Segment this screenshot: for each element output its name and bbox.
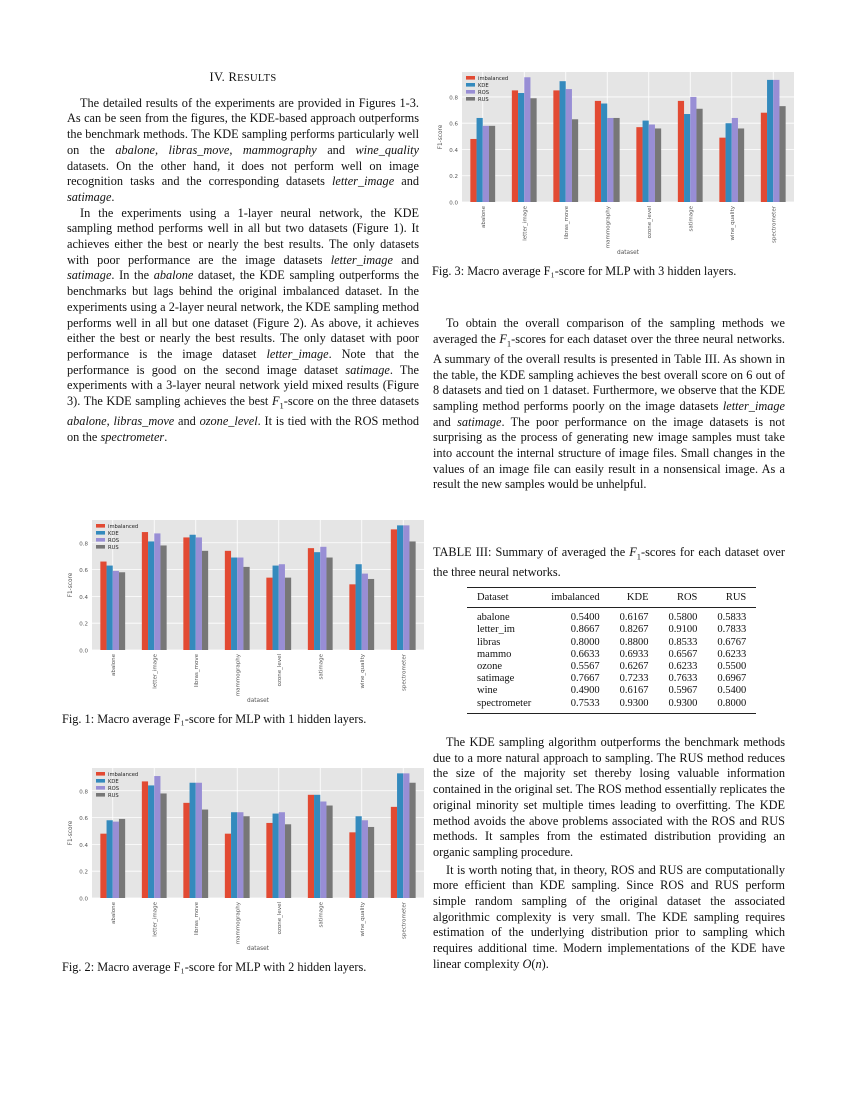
bar-rus-spectrometer [779, 106, 785, 202]
y-axis-label: F1-score [438, 124, 444, 150]
score-cell: 0.6633 [570, 648, 600, 660]
bar-rus-letter_image [160, 793, 166, 898]
y-tick-label: 0.0 [449, 200, 458, 207]
bar-kde-mammography [601, 104, 607, 202]
bar-rus-ozone_level [285, 578, 291, 650]
dataset-cell: abalone [477, 612, 510, 624]
score-cell: 0.6167 [619, 685, 649, 697]
y-axis-label: F1-score [68, 572, 74, 598]
chart-fig3 [432, 68, 802, 258]
bar-kde-letter_image [148, 541, 154, 650]
score-cell: 0.5400 [717, 685, 747, 697]
bar-imbalanced-letter_image [512, 90, 518, 202]
bar-ros-libras_move [196, 537, 202, 650]
legend-swatch-imbalanced [96, 772, 105, 776]
score-cell: 0.5800 [668, 612, 698, 624]
bar-kde-libras_move [190, 535, 196, 650]
bar-imbalanced-abalone [470, 139, 476, 202]
bar-ros-ozone_level [279, 564, 285, 650]
bar-imbalanced-satimage [678, 101, 684, 202]
figure-2 [62, 764, 432, 976]
bar-rus-spectrometer [409, 783, 415, 898]
bar-rus-mammography [613, 118, 619, 202]
table-row [467, 637, 756, 649]
figure-3 [432, 68, 802, 280]
bar-rus-abalone [119, 819, 125, 898]
results-table [467, 587, 756, 714]
x-tick-label: abalone [110, 654, 117, 676]
legend-label: KDE [108, 530, 119, 537]
legend-label: imbalanced [108, 523, 139, 530]
table-header-row [467, 588, 756, 608]
x-tick-label: spectrometer [401, 654, 408, 691]
x-tick-label: abalone [110, 902, 117, 924]
bar-rus-wine_quality [368, 827, 374, 898]
bar-kde-libras_move [560, 81, 566, 202]
bar-rus-mammography [243, 567, 249, 650]
bar-rus-libras_move [202, 810, 208, 898]
paragraph: To obtain the overall comparison of the sampling methods we averaged the $F_1$-scores for each dataset over the three neural networks. A summary of the overall results is presented in Table III. As shown in the table, the KDE sampling achieves the best overall score on 6 out of 8 datasets and tied on 1 dataset. Furthermore, we observe that the KDE sampling method performs poorly on the image datasets letter_image and satimage. The poor performance on the image datasets is not surprising as the process of generating new image samples must take into account the internal structure of image files. Small changes in the values of an image file can easily result in a nonsensical image. As a result the new samples would be unhelpful. [433, 316, 786, 492]
x-tick-label: libras_move [193, 654, 200, 688]
y-tick-label: 0.2 [79, 869, 88, 876]
y-tick-label: 0.0 [79, 648, 88, 655]
figure-2-caption: Fig. 2: Macro average F₁-score for MLP with 2 hidden layers. [62, 960, 367, 974]
table-row [467, 698, 756, 714]
x-tick-label: satimage [318, 902, 325, 928]
x-tick-label: mammography [235, 654, 242, 697]
bar-ros-satimage [690, 97, 696, 202]
score-cell: 0.7533 [570, 697, 600, 709]
column-header: Dataset [467, 588, 541, 608]
bar-kde-wine_quality [726, 123, 732, 202]
bar-imbalanced-spectrometer [761, 113, 767, 202]
bar-ros-ozone_level [279, 812, 285, 898]
bar-imbalanced-mammography [595, 101, 601, 202]
x-tick-label: ozone_level [646, 206, 653, 239]
bar-ros-abalone [113, 571, 119, 650]
score-cell: 0.7667 [570, 673, 600, 685]
bar-imbalanced-ozone_level [636, 127, 642, 202]
bar-rus-satimage [326, 806, 332, 898]
y-axis-label: F1-score [68, 820, 74, 846]
bar-imbalanced-libras_move [183, 537, 189, 650]
legend-swatch-imbalanced [96, 524, 105, 528]
bar-imbalanced-wine_quality [719, 138, 725, 202]
legend-label: ROS [108, 537, 119, 544]
bar-kde-ozone_level [273, 566, 279, 650]
column-header: RUS [707, 588, 756, 608]
bar-kde-wine_quality [356, 816, 362, 898]
score-cell: 0.7833 [717, 624, 747, 636]
legend-label: RUS [108, 544, 119, 551]
bar-rus-wine_quality [368, 579, 374, 650]
legend-swatch-ros [96, 786, 105, 790]
bar-ros-libras_move [566, 89, 572, 202]
y-tick-label: 0.4 [449, 147, 458, 154]
legend-swatch-rus [96, 793, 105, 797]
bar-ros-spectrometer [403, 773, 409, 898]
dataset-cell: satimage [477, 673, 515, 685]
x-tick-label: mammography [605, 206, 612, 249]
bar-imbalanced-ozone_level [266, 578, 272, 650]
bar-ros-wine_quality [362, 820, 368, 898]
score-cell: 0.6933 [619, 648, 649, 660]
x-axis-label: dataset [247, 698, 269, 704]
figure-3-caption: Fig. 3: Macro average F₁-score for MLP with 3 hidden layers. [432, 264, 737, 278]
legend-label: KDE [478, 82, 489, 89]
bar-imbalanced-mammography [225, 551, 231, 650]
score-cell: 0.5967 [668, 685, 698, 697]
legend-swatch-imbalanced [466, 76, 475, 80]
x-tick-label: mammography [235, 902, 242, 945]
bar-kde-ozone_level [273, 814, 279, 898]
bar-imbalanced-satimage [308, 795, 314, 898]
bar-kde-abalone [107, 820, 113, 898]
figure-1-caption: Fig. 1: Macro average F₁-score for MLP with 1 hidden layers. [62, 712, 367, 726]
bar-kde-satimage [314, 795, 320, 898]
score-cell: 0.5400 [570, 612, 600, 624]
score-cell: 0.7233 [619, 673, 649, 685]
y-tick-label: 0.8 [79, 541, 88, 548]
score-cell: 0.9300 [619, 697, 649, 709]
bar-kde-satimage [314, 552, 320, 650]
score-cell: 0.6167 [619, 612, 649, 624]
bar-ros-letter_image [524, 77, 530, 202]
bar-ros-mammography [237, 558, 243, 650]
paragraph: In the experiments using a 1-layer neural network, the KDE sampling method performs well in all but two datasets (Figure 1). It achieves either the best or nearly the best results. The only datasets with poor performance are the image datasets letter_image and satimage. In the abalone dataset, the KDE sampling outperforms the benchmarks but lags behind the original imbalanced dataset. In the experiments using a 2-layer neural network, the KDE sampling method performs well in all but one dataset (Figure 2). As above, it achieves either the best or nearly the best results. The only dataset with poor performance is the image dataset letter_image. Note that the performance is good on the second image dataset satimage. The experiments with a 3-layer neural network yield mixed results (Figure 3). The KDE sampling achieves the best $F_1$-score on the three datasets abalone, libras_move and ozone_level. It is tied with the ROS method on the spectrometer. [67, 205, 420, 444]
bar-rus-satimage [696, 109, 702, 202]
score-cell: 0.5567 [570, 661, 600, 673]
score-cell: 0.6233 [668, 661, 698, 673]
x-tick-label: abalone [480, 206, 487, 228]
bar-imbalanced-ozone_level [266, 823, 272, 898]
dataset-cell: letter_im [477, 624, 515, 636]
dataset-cell: libras [477, 636, 501, 648]
table-row [467, 649, 756, 661]
bar-rus-ozone_level [285, 824, 291, 898]
table-row [467, 673, 756, 685]
column-header: KDE [610, 588, 659, 608]
y-tick-label: 0.4 [79, 594, 88, 601]
right-column-upper [433, 316, 785, 493]
bar-kde-letter_image [148, 785, 154, 898]
y-tick-label: 0.0 [79, 896, 88, 903]
table-row [467, 661, 756, 673]
table-row [467, 608, 756, 625]
score-cell: 0.8667 [570, 624, 600, 636]
table-caption: TABLE III: Summary of averaged the $F_1$-scores for each dataset over the three neural networks. [433, 545, 785, 580]
bar-imbalanced-wine_quality [349, 584, 355, 650]
score-cell: 0.8000 [717, 697, 747, 709]
bar-kde-abalone [477, 118, 483, 202]
bar-rus-letter_image [160, 545, 166, 650]
bar-ros-satimage [320, 802, 326, 898]
bar-kde-ozone_level [643, 121, 649, 202]
legend-swatch-ros [466, 90, 475, 94]
score-cell: 0.6233 [717, 648, 747, 660]
bar-rus-ozone_level [655, 128, 661, 202]
paragraph: The KDE sampling algorithm outperforms the benchmark methods due to a more natural approach to sampling. The RUS method reduces the size of the majority set thereby losing valuable information contained in the original set. The ROS method essentially replicates the original minority set multiple times leading to overfitting. The KDE method avoids the above problems associated with the ROS and RUS methods. It samples from the estimated distribution providing an organic sampling procedure. [433, 735, 785, 859]
bar-imbalanced-wine_quality [349, 832, 355, 898]
score-cell: 0.6267 [619, 661, 649, 673]
bar-rus-abalone [489, 126, 495, 202]
bar-ros-ozone_level [649, 125, 655, 202]
legend-label: KDE [108, 778, 119, 785]
bar-ros-libras_move [196, 783, 202, 898]
x-tick-label: spectrometer [401, 902, 408, 939]
paragraph: It is worth noting that, in theory, ROS and RUS are computationally more efficient than KDE sampling. Since ROS and RUS perform simple random sampling of the original dataset the associated algorithmic complexity is very small. The KDE sampling requires estimation of the underlying distribution prior to sampling which requires additional time. Modern implementations of the KDE have linear complexity O(n). [433, 862, 785, 971]
y-tick-label: 0.6 [79, 568, 88, 575]
legend-label: ROS [108, 785, 119, 792]
bar-ros-wine_quality [732, 118, 738, 202]
bar-kde-spectrometer [397, 525, 403, 650]
legend-swatch-kde [96, 779, 105, 783]
y-tick-label: 0.2 [79, 621, 88, 628]
column-header: ROS [659, 588, 708, 608]
legend-swatch-kde [466, 83, 475, 87]
bar-imbalanced-spectrometer [391, 529, 397, 650]
y-tick-label: 0.6 [79, 816, 88, 823]
bar-ros-spectrometer [403, 525, 409, 650]
bar-imbalanced-libras_move [553, 90, 559, 202]
score-cell: 0.5833 [717, 612, 747, 624]
x-tick-label: wine_quality [359, 902, 366, 937]
legend-label: imbalanced [108, 771, 139, 778]
bar-imbalanced-satimage [308, 548, 314, 650]
x-tick-label: letter_image [152, 902, 159, 937]
x-tick-label: wine_quality [359, 654, 366, 689]
x-tick-label: letter_image [522, 206, 529, 241]
bar-ros-abalone [483, 126, 489, 202]
bar-imbalanced-mammography [225, 834, 231, 898]
bar-rus-mammography [243, 816, 249, 898]
legend-swatch-ros [96, 538, 105, 542]
x-tick-label: ozone_level [276, 902, 283, 935]
bar-imbalanced-letter_image [142, 781, 148, 898]
table-row [467, 685, 756, 697]
paragraph: The detailed results of the experiments are provided in Figures 1-3. As can be seen from the figures, the KDE-based approach outperforms the benchmark methods. The KDE sampling performs particularly well on the abalone, libras_move, mammography and wine_quality datasets. On the other hand, it does not perform well on image recognition tasks and the corresponding datasets letter_image and satimage. [67, 95, 420, 204]
x-tick-label: libras_move [193, 902, 200, 936]
y-tick-label: 0.8 [449, 95, 458, 102]
legend-label: RUS [478, 96, 489, 103]
bar-rus-libras_move [202, 551, 208, 650]
bar-ros-mammography [607, 118, 613, 202]
bar-kde-letter_image [518, 93, 524, 202]
score-cell: 0.9100 [668, 624, 698, 636]
right-column-lower [433, 735, 785, 973]
y-tick-label: 0.6 [449, 121, 458, 128]
bar-imbalanced-abalone [100, 834, 106, 898]
bar-ros-letter_image [154, 533, 160, 650]
bar-ros-satimage [320, 547, 326, 650]
bar-ros-abalone [113, 822, 119, 898]
bar-kde-wine_quality [356, 564, 362, 650]
score-cell: 0.8267 [619, 624, 649, 636]
bar-rus-abalone [119, 572, 125, 650]
y-tick-label: 0.8 [79, 789, 88, 796]
legend-swatch-rus [96, 545, 105, 549]
chart-fig2 [62, 764, 432, 954]
bar-ros-spectrometer [773, 80, 779, 202]
bar-ros-wine_quality [362, 574, 368, 650]
y-tick-label: 0.2 [449, 174, 458, 181]
bar-kde-mammography [231, 558, 237, 650]
legend-label: ROS [478, 89, 489, 96]
bar-ros-mammography [237, 812, 243, 898]
table-row [467, 624, 756, 636]
x-tick-label: satimage [318, 654, 325, 680]
x-tick-label: satimage [688, 206, 695, 232]
left-column [67, 70, 419, 446]
score-cell: 0.6967 [717, 673, 747, 685]
x-tick-label: spectrometer [771, 206, 778, 243]
bar-kde-libras_move [190, 783, 196, 898]
legend-swatch-kde [96, 531, 105, 535]
score-cell: 0.6767 [717, 636, 747, 648]
legend-label: imbalanced [478, 75, 509, 82]
x-tick-label: ozone_level [276, 654, 283, 687]
bar-kde-abalone [107, 566, 113, 650]
section-heading: IV. RESULTS [209, 70, 277, 84]
score-cell: 0.4900 [570, 685, 600, 697]
score-cell: 0.8800 [619, 636, 649, 648]
score-cell: 0.7633 [668, 673, 698, 685]
bar-rus-libras_move [572, 119, 578, 202]
bar-imbalanced-libras_move [183, 803, 189, 898]
chart-fig1 [62, 516, 432, 706]
score-cell: 0.8000 [570, 636, 600, 648]
bar-ros-letter_image [154, 776, 160, 898]
plot-area [92, 520, 424, 650]
bar-imbalanced-letter_image [142, 532, 148, 650]
figure-1 [62, 516, 432, 728]
dataset-cell: wine [477, 685, 498, 697]
plot-area [462, 72, 794, 202]
bar-kde-spectrometer [397, 773, 403, 898]
x-tick-label: wine_quality [729, 206, 736, 241]
score-cell: 0.5500 [717, 661, 747, 673]
bar-imbalanced-spectrometer [391, 807, 397, 898]
bar-rus-satimage [326, 558, 332, 650]
y-tick-label: 0.4 [79, 842, 88, 849]
bar-rus-wine_quality [738, 128, 744, 202]
x-axis-label: dataset [617, 250, 639, 256]
plot-area [92, 768, 424, 898]
dataset-cell: ozone [477, 661, 503, 673]
legend-label: RUS [108, 792, 119, 799]
bar-kde-spectrometer [767, 80, 773, 202]
bar-rus-spectrometer [409, 541, 415, 650]
bar-imbalanced-abalone [100, 562, 106, 650]
dataset-cell: spectrometer [477, 697, 532, 709]
x-tick-label: libras_move [563, 206, 570, 240]
x-tick-label: letter_image [152, 654, 159, 689]
bar-rus-letter_image [530, 98, 536, 202]
score-cell: 0.6567 [668, 648, 698, 660]
column-header: imbalanced [541, 588, 609, 608]
bar-kde-mammography [231, 812, 237, 898]
score-cell: 0.9300 [668, 697, 698, 709]
score-cell: 0.8533 [668, 636, 698, 648]
bar-kde-satimage [684, 114, 690, 202]
dataset-cell: mammo [477, 648, 512, 660]
x-axis-label: dataset [247, 946, 269, 952]
legend-swatch-rus [466, 97, 475, 101]
